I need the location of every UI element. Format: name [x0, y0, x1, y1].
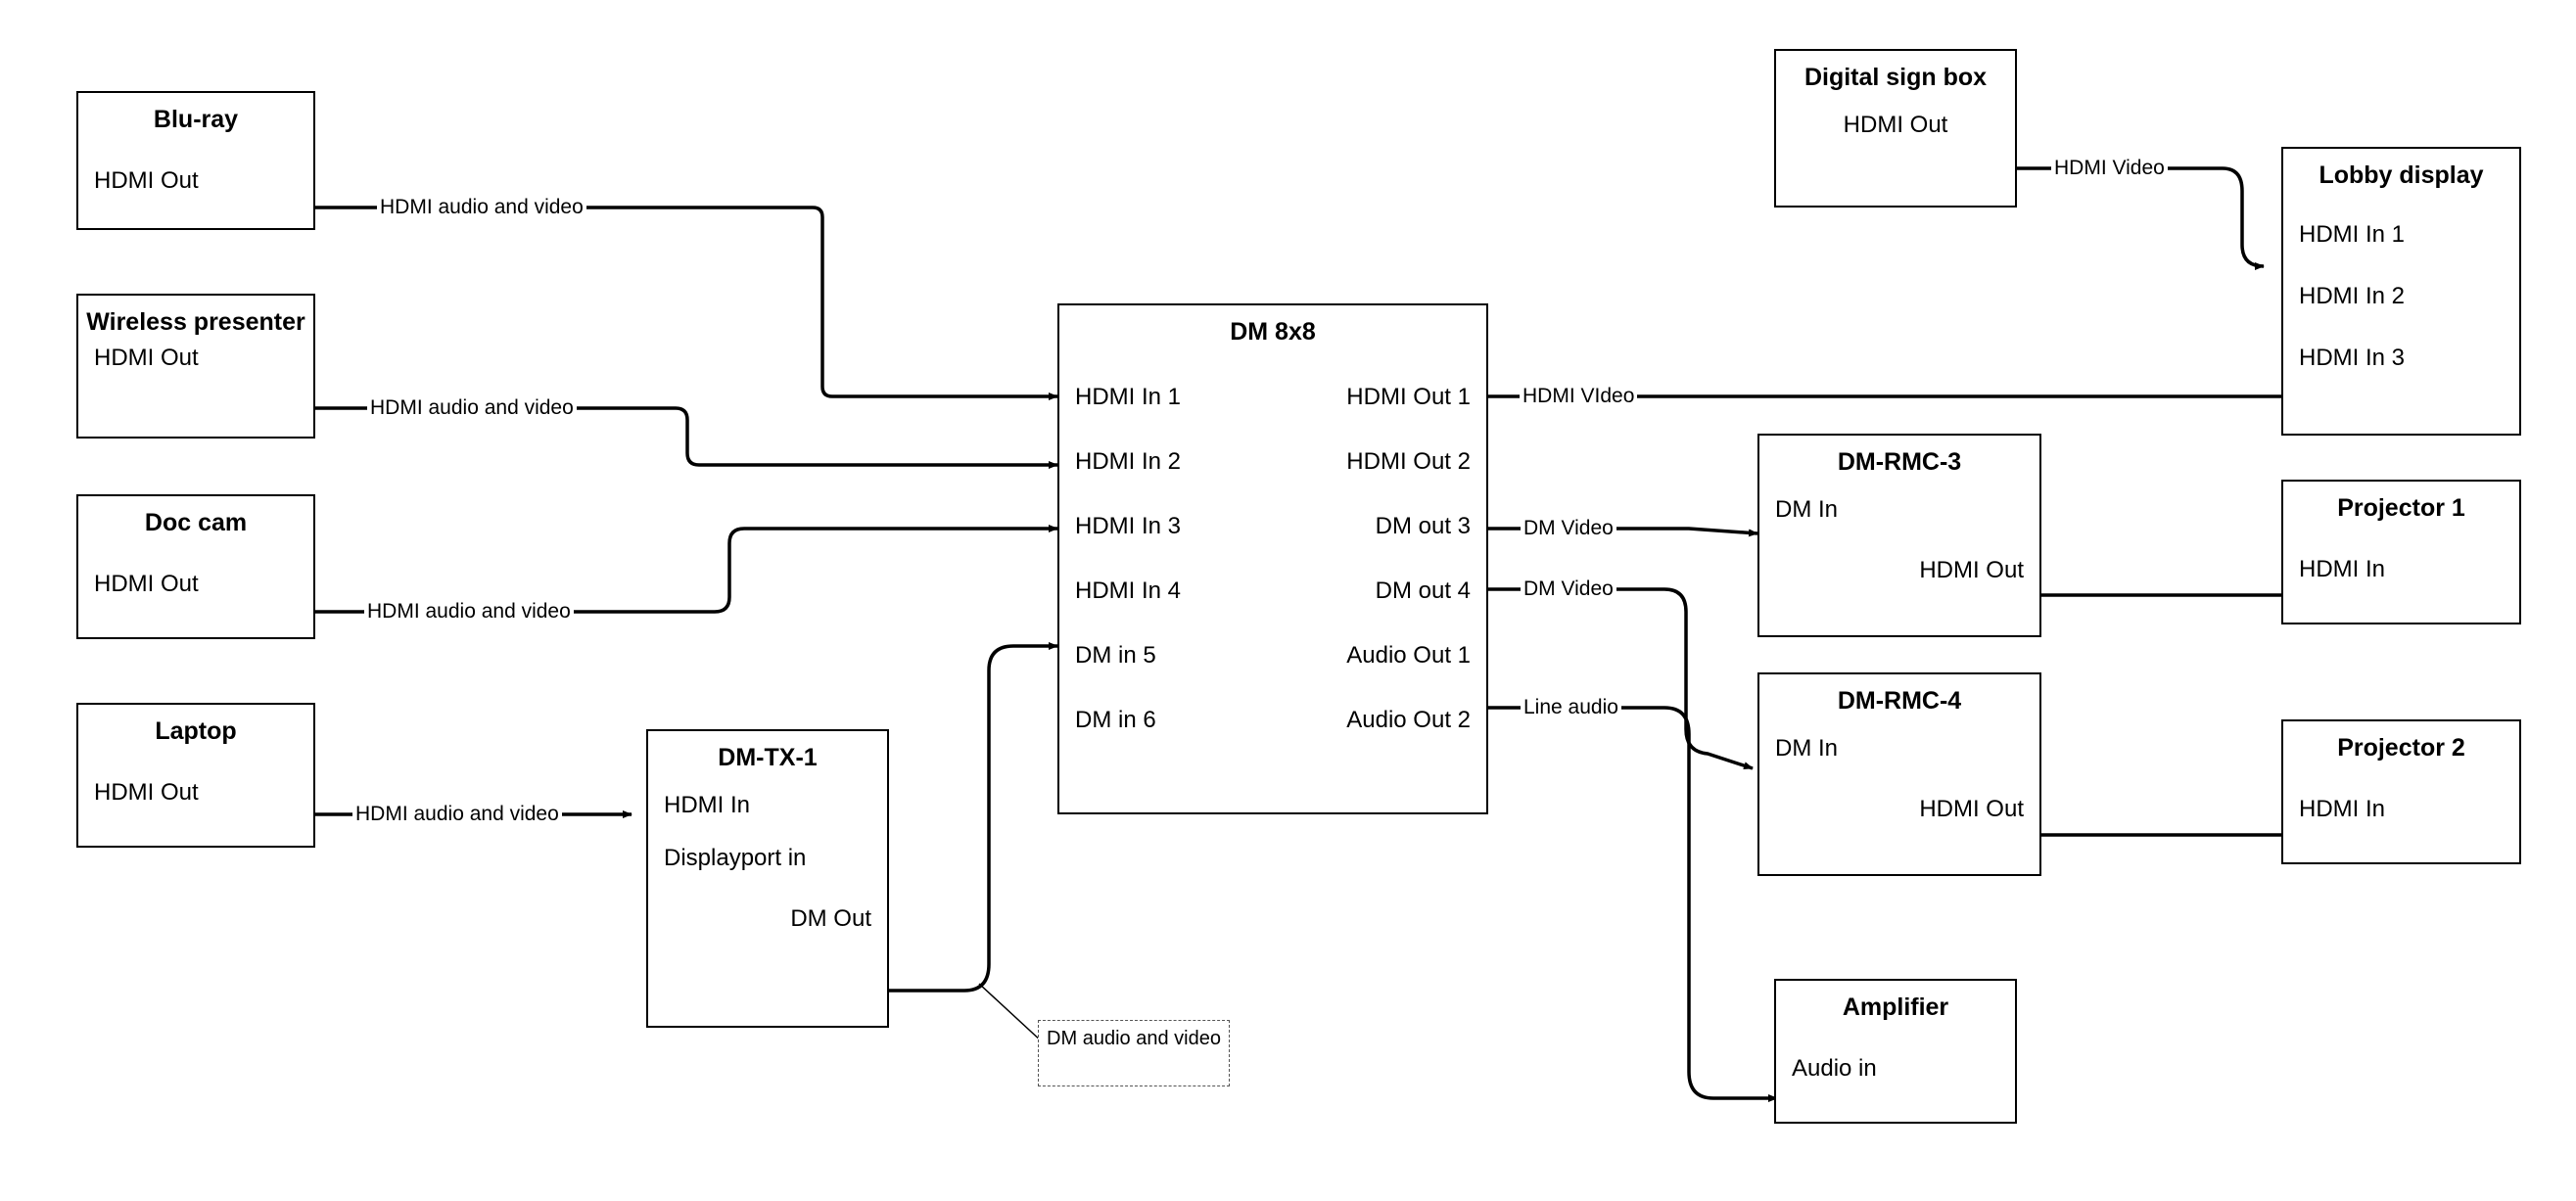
node-dm-8x8[interactable]: [1057, 303, 1488, 814]
node-dm-8x8-out-dm-4: DM out 4: [1375, 577, 1471, 604]
node-dm-rmc-3[interactable]: [1757, 434, 2041, 637]
node-dm-rmc-4[interactable]: [1757, 672, 2041, 876]
node-digital-sign-box-title: Digital sign box: [1803, 64, 1988, 91]
node-projector-2-port-hdmi-in: HDMI In: [2299, 796, 2386, 822]
node-dm-rmc-3-title: DM-RMC-3: [1837, 448, 1962, 476]
node-lobby-display-port-hdmi-in-3: HDMI In 3: [2299, 345, 2406, 371]
node-lobby-display-port-hdmi-in-2: HDMI In 2: [2299, 283, 2406, 309]
node-doc-cam-port-hdmi-out: HDMI Out: [94, 571, 199, 597]
node-digital-sign-box-port-hdmi-out: HDMI Out: [1843, 112, 1948, 138]
node-amplifier[interactable]: [1774, 979, 2017, 1124]
node-bluray-title: Blu-ray: [153, 106, 239, 133]
node-dm-rmc-4-port-hdmi-out: HDMI Out: [1919, 796, 2024, 822]
node-dm-rmc-3-port-dm-in: DM In: [1775, 496, 1839, 523]
node-doc-cam[interactable]: [76, 494, 315, 639]
node-dm-tx-1-title: DM-TX-1: [718, 744, 818, 771]
edge-label-dm-out3-to-rmc3: DM Video: [1521, 517, 1616, 540]
node-projector-1-title: Projector 1: [2337, 494, 2465, 522]
node-bluray-port-hdmi-out: HDMI Out: [94, 167, 199, 194]
node-dm-8x8-out-hdmi-1: HDMI Out 1: [1346, 384, 1471, 410]
node-dm-rmc-4-title: DM-RMC-4: [1837, 687, 1962, 715]
node-dm-tx-1[interactable]: [646, 729, 889, 1028]
node-projector-1[interactable]: [2281, 480, 2521, 624]
node-lobby-display-title: Lobby display: [2318, 162, 2484, 189]
node-dm-8x8-title: DM 8x8: [1230, 318, 1316, 346]
node-digital-sign-box[interactable]: [1774, 49, 2017, 208]
node-wireless-presenter-port-hdmi-out: HDMI Out: [94, 345, 199, 371]
edge-label-bluray-to-dm: HDMI audio and video: [377, 196, 586, 219]
node-dm-8x8-in-3: HDMI In 3: [1075, 513, 1182, 539]
node-laptop-title: Laptop: [155, 717, 237, 745]
node-dm-8x8-out-hdmi-2: HDMI Out 2: [1346, 448, 1471, 475]
edge-label-dm-audio-to-amp: Line audio: [1521, 696, 1621, 719]
edge-label-laptop-to-tx: HDMI audio and video: [352, 803, 562, 826]
node-dm-tx-1-port-hdmi-in: HDMI In: [664, 792, 751, 818]
node-dm-rmc-3-port-hdmi-out: HDMI Out: [1919, 557, 2024, 583]
node-projector-2[interactable]: [2281, 719, 2521, 864]
edge-label-dm-out4-to-rmc4: DM Video: [1521, 577, 1616, 601]
node-wireless-presenter[interactable]: [76, 294, 315, 439]
node-lobby-display-port-hdmi-in-1: HDMI In 1: [2299, 221, 2406, 248]
callout-dm-audio-video: [1038, 1020, 1230, 1086]
node-amplifier-title: Amplifier: [1842, 993, 1949, 1021]
node-dm-8x8-in-4: HDMI In 4: [1075, 577, 1182, 604]
node-dm-tx-1-port-dm-out: DM Out: [790, 905, 871, 932]
callout-text: DM audio and video: [1047, 1028, 1221, 1049]
node-dm-tx-1-port-displayport-in: Displayport in: [664, 845, 807, 871]
node-amplifier-port-audio-in: Audio in: [1792, 1055, 1877, 1082]
node-dm-8x8-in-6: DM in 6: [1075, 707, 1156, 733]
node-dm-8x8-in-5: DM in 5: [1075, 642, 1156, 669]
node-bluray[interactable]: [76, 91, 315, 230]
node-dm-8x8-out-dm-3: DM out 3: [1375, 513, 1471, 539]
node-laptop-port-hdmi-out: HDMI Out: [94, 779, 199, 806]
node-dm-rmc-4-port-dm-in: DM In: [1775, 735, 1839, 762]
node-wireless-presenter-title: Wireless presenter: [86, 308, 305, 336]
edge-label-signbox-to-lobby: HDMI Video: [2051, 157, 2168, 180]
node-dm-8x8-out-audio-2: Audio Out 2: [1346, 707, 1471, 733]
node-dm-8x8-in-1: HDMI In 1: [1075, 384, 1182, 410]
node-laptop[interactable]: [76, 703, 315, 848]
node-lobby-display[interactable]: [2281, 147, 2521, 436]
node-projector-1-port-hdmi-in: HDMI In: [2299, 556, 2386, 582]
edge-label-dm-out1-to-lobby: HDMI VIdeo: [1520, 385, 1637, 408]
node-doc-cam-title: Doc cam: [144, 509, 248, 536]
node-dm-8x8-out-audio-1: Audio Out 1: [1346, 642, 1471, 669]
edge-label-wireless-to-dm: HDMI audio and video: [367, 396, 577, 420]
node-dm-8x8-in-2: HDMI In 2: [1075, 448, 1182, 475]
edge-label-doccam-to-dm: HDMI audio and video: [364, 600, 574, 624]
node-projector-2-title: Projector 2: [2337, 734, 2465, 762]
